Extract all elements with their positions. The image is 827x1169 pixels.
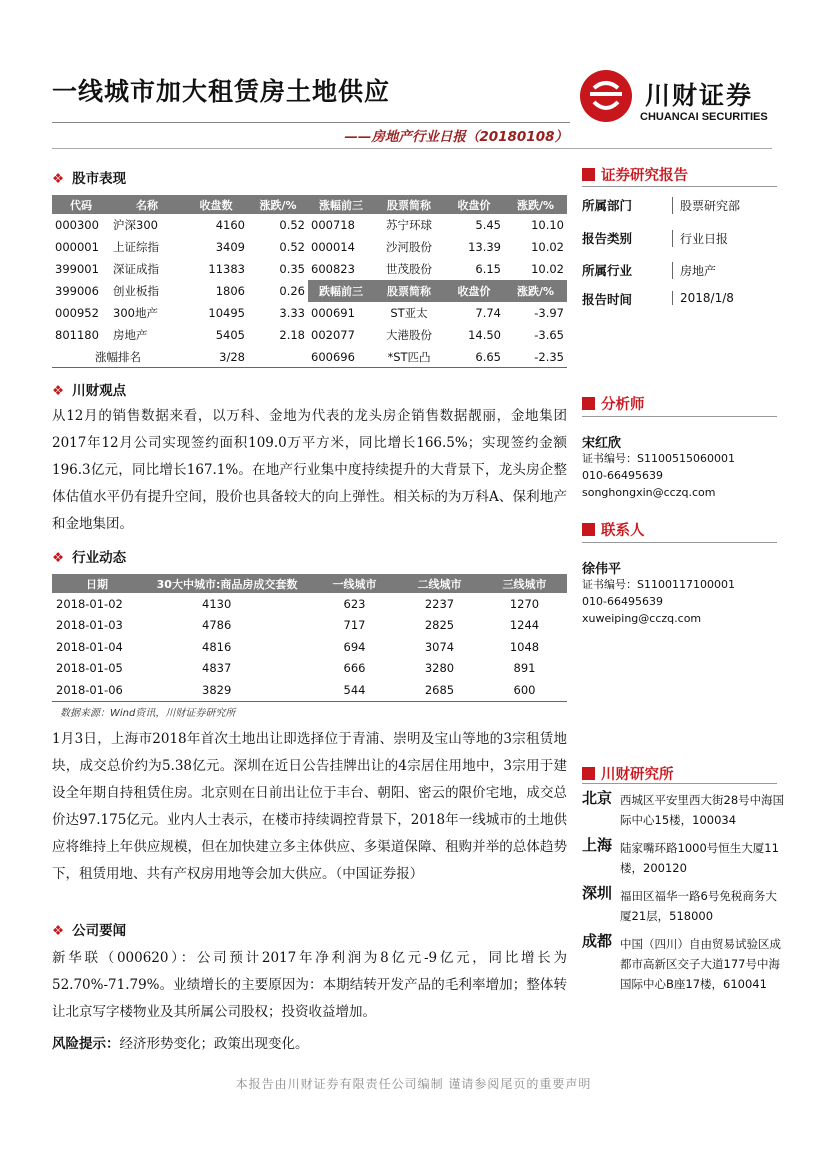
info-value-dept: 股票研究部 — [672, 197, 740, 214]
info-value-category: 行业日报 — [672, 230, 728, 247]
cell: 上证综指 — [113, 240, 159, 254]
col-header: 涨跌/% — [248, 195, 308, 214]
sub-header: 跌幅前三 — [308, 280, 374, 302]
right-divider — [582, 416, 777, 417]
cell: 2018-01-03 — [56, 618, 123, 633]
cell: 14.50 — [468, 328, 501, 342]
industry-table — [52, 574, 567, 701]
info-label-date: 报告时间 — [582, 292, 633, 307]
section-company-header — [52, 919, 126, 939]
col-header: 二线城市 — [397, 574, 482, 593]
cell: 2018-01-02 — [56, 596, 123, 611]
cell: 5405 — [215, 328, 245, 342]
red-square-icon — [582, 767, 595, 780]
contact-name: 徐伟平 — [582, 562, 622, 577]
cell: 房地产 — [113, 328, 148, 342]
cell: 3409 — [215, 240, 245, 254]
header-divider-bottom — [52, 148, 772, 149]
report-title-header — [582, 164, 688, 185]
cell: 623 — [343, 596, 366, 611]
risk-note — [52, 1031, 567, 1058]
col-header: 收盘价 — [444, 195, 504, 214]
industry-paragraph: 1月3日，上海市2018年首次土地出让即选择位于青浦、崇明及宝山等地的3宗租赁地块，成交总价约为5.38亿元。深圳在近日公告挂牌出让的4宗居住用地中，3宗用于建设全年期自持租赁住房。北京则在日前出让位于丰台、朝阳、密云的限价宅地，成交总价达97.175亿元。业内人士表示，在楼市持续调控背景下，2018年一线城市的土地供应将维持上年供应规模，但在加快建立多主体供应、多渠道保障、租购并举的总体趋势下，租赁用地、共有产权房用地等会加大供应。（中国证券报） — [52, 731, 567, 882]
cell: 399006 — [55, 284, 99, 298]
office-addr-chengdu: 中国（四川）自由贸易试验区成都市高新区交子大道177号中海国际中心B座17楼，610041 — [620, 937, 781, 991]
cell: 2018-01-04 — [56, 639, 123, 654]
sub-header: 收盘价 — [444, 280, 504, 302]
contact-email: xuweiping@cczq.com — [582, 612, 702, 625]
logo-text-cn: 川财证券 — [645, 81, 754, 110]
col-header: 涨幅前三 — [308, 195, 374, 214]
cell: 1244 — [509, 618, 540, 633]
cell: 0.52 — [279, 240, 305, 254]
info-label-industry: 所属行业 — [582, 263, 633, 278]
cell: 1270 — [509, 596, 540, 611]
cell: 2825 — [424, 618, 455, 633]
cell: 世茂股份 — [386, 262, 432, 276]
cell: 000001 — [55, 240, 99, 254]
cell: 4837 — [202, 661, 232, 676]
cell: 600 — [513, 682, 536, 697]
cell: 1806 — [215, 284, 245, 298]
view-paragraph: 从12月的销售数据来看，以万科、金地为代表的龙头房企销售数据靓丽，金地集团2017年12月公司实现签约面积109.0万平方米，同比增长166.5%；实现签约金额196.3亿元，同比增长167.1%。在地产行业集中度持续提升的大背景下，龙头房企整体估值水平仍有提升空间，股价也具备较大的向上弹性。相关标的为万科A、保利地产和金地集团。 — [52, 408, 567, 532]
cell: 沪深300 — [113, 218, 158, 232]
cell: 13.39 — [468, 240, 501, 254]
market-table — [52, 195, 567, 368]
cell: 0.26 — [279, 284, 305, 298]
analyst-name: 宋红欣 — [582, 436, 622, 451]
rank-value: 3/28 — [219, 350, 245, 364]
cell: 2.18 — [279, 328, 305, 342]
logo-text-en: CHUANCAI SECURITIES — [640, 111, 768, 123]
cell: -3.97 — [534, 306, 564, 320]
col-header: 股票简称 — [374, 195, 444, 214]
cell: 000691 — [311, 306, 355, 320]
cell: 6.15 — [475, 262, 501, 276]
cell: 创业板指 — [113, 284, 159, 298]
cell: 深证成指 — [113, 262, 159, 276]
analyst-header — [582, 393, 645, 414]
table-row — [52, 214, 567, 236]
table-row — [52, 258, 567, 280]
cell — [248, 346, 308, 368]
cell: 4160 — [215, 218, 245, 232]
cell: 苏宁环球 — [386, 218, 432, 232]
sub-header: 涨跌/% — [504, 280, 567, 302]
cell: -3.65 — [534, 328, 564, 342]
company-logo-icon — [580, 70, 632, 122]
cell: 399001 — [55, 262, 99, 276]
cell: 4816 — [202, 639, 232, 654]
table-row — [52, 236, 567, 258]
office-addr-shanghai: 陆家嘴环路1000号恒生大厦11楼，200120 — [620, 841, 779, 875]
analyst-title: 分析师 — [601, 397, 645, 413]
cell: 002077 — [311, 328, 355, 342]
cell: 4786 — [202, 618, 232, 633]
cell: 2018-01-06 — [56, 682, 123, 697]
office-city-beijing: 北京 — [582, 789, 613, 807]
analyst-email: songhongxin@cczq.com — [582, 486, 716, 499]
info-value-date: 2018/1/8 — [672, 291, 734, 305]
market-table-header — [52, 195, 567, 214]
section-market-title: 股市表现 — [72, 171, 127, 187]
cell: 3074 — [424, 639, 455, 654]
table-row — [52, 658, 567, 680]
institute-title: 川财研究所 — [601, 767, 674, 783]
section-industry-title: 行业动态 — [72, 550, 127, 566]
col-header: 30大中城市:商品房成交套数 — [142, 574, 312, 593]
cell: -2.35 — [534, 350, 564, 364]
red-square-icon — [582, 523, 595, 536]
cell: 3829 — [202, 682, 232, 697]
col-header: 收盘数 — [184, 195, 248, 214]
company-paragraph: 新华联（000620）：公司预计2017年净利润为8亿元-9亿元，同比增长为52.70%-71.79%。业绩增长的主要原因为：本期结转开发产品的毛利率增加；整体转让北京写字楼物业及其所属公司股权；投资收益增加。 — [52, 950, 567, 1020]
report-title: 证券研究报告 — [601, 168, 688, 184]
table-divider — [52, 367, 567, 368]
cell: 694 — [343, 639, 366, 654]
header-divider — [52, 122, 570, 123]
cell: 000952 — [55, 306, 99, 320]
table-row — [52, 636, 567, 658]
industry-table-header — [52, 574, 567, 593]
page-footer: 本报告由川财证券有限责任公司编制 谨请参阅尾页的重要声明 — [235, 1077, 592, 1091]
table-row — [52, 679, 567, 701]
cell: 000300 — [55, 218, 99, 232]
cell: 11383 — [208, 262, 245, 276]
cell: 717 — [343, 618, 366, 633]
page-title: 一线城市加大租赁房土地供应 — [52, 77, 391, 106]
diamond-bullet-icon: ❖ — [52, 923, 65, 939]
logo-graphic-icon — [580, 70, 632, 122]
cell: 10.02 — [531, 240, 564, 254]
col-header: 代码 — [52, 195, 110, 214]
rank-label: 涨幅排名 — [95, 350, 141, 364]
cell: 2018-01-05 — [56, 661, 123, 676]
risk-text: 经济形势变化；政策出现变化。 — [119, 1036, 309, 1052]
col-header: 一线城市 — [312, 574, 397, 593]
cell: 000718 — [311, 218, 355, 232]
table-row — [52, 324, 567, 346]
col-header: 三线城市 — [482, 574, 567, 593]
risk-label: 风险提示： — [52, 1036, 120, 1052]
section-company-title: 公司要闻 — [72, 923, 127, 939]
office-city-shenzhen: 深圳 — [582, 884, 613, 902]
right-divider — [582, 186, 777, 187]
section-market-header — [52, 167, 126, 187]
cell: 10.10 — [531, 218, 564, 232]
office-addr-shenzhen: 福田区福华一路6号免税商务大厦21层，518000 — [620, 889, 777, 923]
diamond-bullet-icon: ❖ — [52, 550, 65, 566]
cell: 10.02 — [531, 262, 564, 276]
office-city-chengdu: 成都 — [582, 932, 613, 950]
cell: 2237 — [424, 596, 455, 611]
cell: 0.35 — [279, 262, 305, 276]
cell: 801180 — [55, 328, 99, 342]
cell: 6.65 — [475, 350, 501, 364]
cell: 大港股份 — [386, 328, 432, 342]
data-source-note: 数据来源：Wind资讯，川财证券研究所 — [60, 708, 236, 719]
col-header: 日期 — [52, 574, 142, 593]
cell: 891 — [513, 661, 536, 676]
right-divider — [582, 542, 777, 543]
cell: 600696 — [311, 350, 355, 364]
red-square-icon — [582, 168, 595, 181]
section-view-title: 川财观点 — [72, 383, 127, 399]
office-addr-beijing: 西城区平安里西大街28号中海国际中心15楼，100034 — [620, 793, 785, 827]
contact-title: 联系人 — [601, 523, 645, 539]
cell: 4130 — [202, 596, 232, 611]
cell: 0.52 — [279, 218, 305, 232]
cell: *ST匹凸 — [387, 350, 431, 364]
contact-cert: 证书编号：S1100117100001 — [582, 578, 735, 591]
analyst-cert: 证书编号：S1100515060001 — [582, 452, 735, 465]
table-row — [52, 280, 567, 302]
cell: ST亚太 — [390, 306, 428, 320]
analyst-phone: 010-66495639 — [582, 469, 663, 482]
cell: 3.33 — [279, 306, 305, 320]
section-industry-header — [52, 546, 126, 566]
cell: 5.45 — [475, 218, 501, 232]
cell: 1048 — [509, 639, 540, 654]
contact-header — [582, 519, 645, 540]
table-row — [52, 593, 567, 615]
office-city-shanghai: 上海 — [582, 836, 613, 854]
table-row — [52, 302, 567, 324]
info-label-dept: 所属部门 — [582, 198, 633, 213]
table-divider — [52, 701, 567, 702]
cell: 3280 — [424, 661, 455, 676]
right-divider — [582, 783, 777, 784]
institute-header — [582, 763, 674, 784]
table-row — [52, 615, 567, 637]
contact-phone: 010-66495639 — [582, 595, 663, 608]
sub-header: 股票简称 — [374, 280, 444, 302]
info-value-industry: 房地产 — [672, 262, 716, 279]
col-header: 涨跌/% — [504, 195, 567, 214]
cell: 沙河股份 — [386, 240, 432, 254]
cell: 2685 — [424, 682, 455, 697]
cell: 10495 — [208, 306, 245, 320]
info-label-category: 报告类别 — [582, 231, 633, 246]
cell: 300地产 — [113, 306, 158, 320]
report-subtitle: ——房地产行业日报（20180108） — [344, 129, 568, 145]
cell: 7.74 — [475, 306, 501, 320]
diamond-bullet-icon: ❖ — [52, 171, 65, 187]
cell: 666 — [343, 661, 366, 676]
section-view-header — [52, 379, 126, 399]
col-header: 名称 — [110, 195, 184, 214]
diamond-bullet-icon: ❖ — [52, 383, 65, 399]
table-row — [52, 346, 567, 368]
red-square-icon — [582, 397, 595, 410]
cell: 600823 — [311, 262, 355, 276]
cell: 544 — [343, 682, 366, 697]
cell: 000014 — [311, 240, 355, 254]
